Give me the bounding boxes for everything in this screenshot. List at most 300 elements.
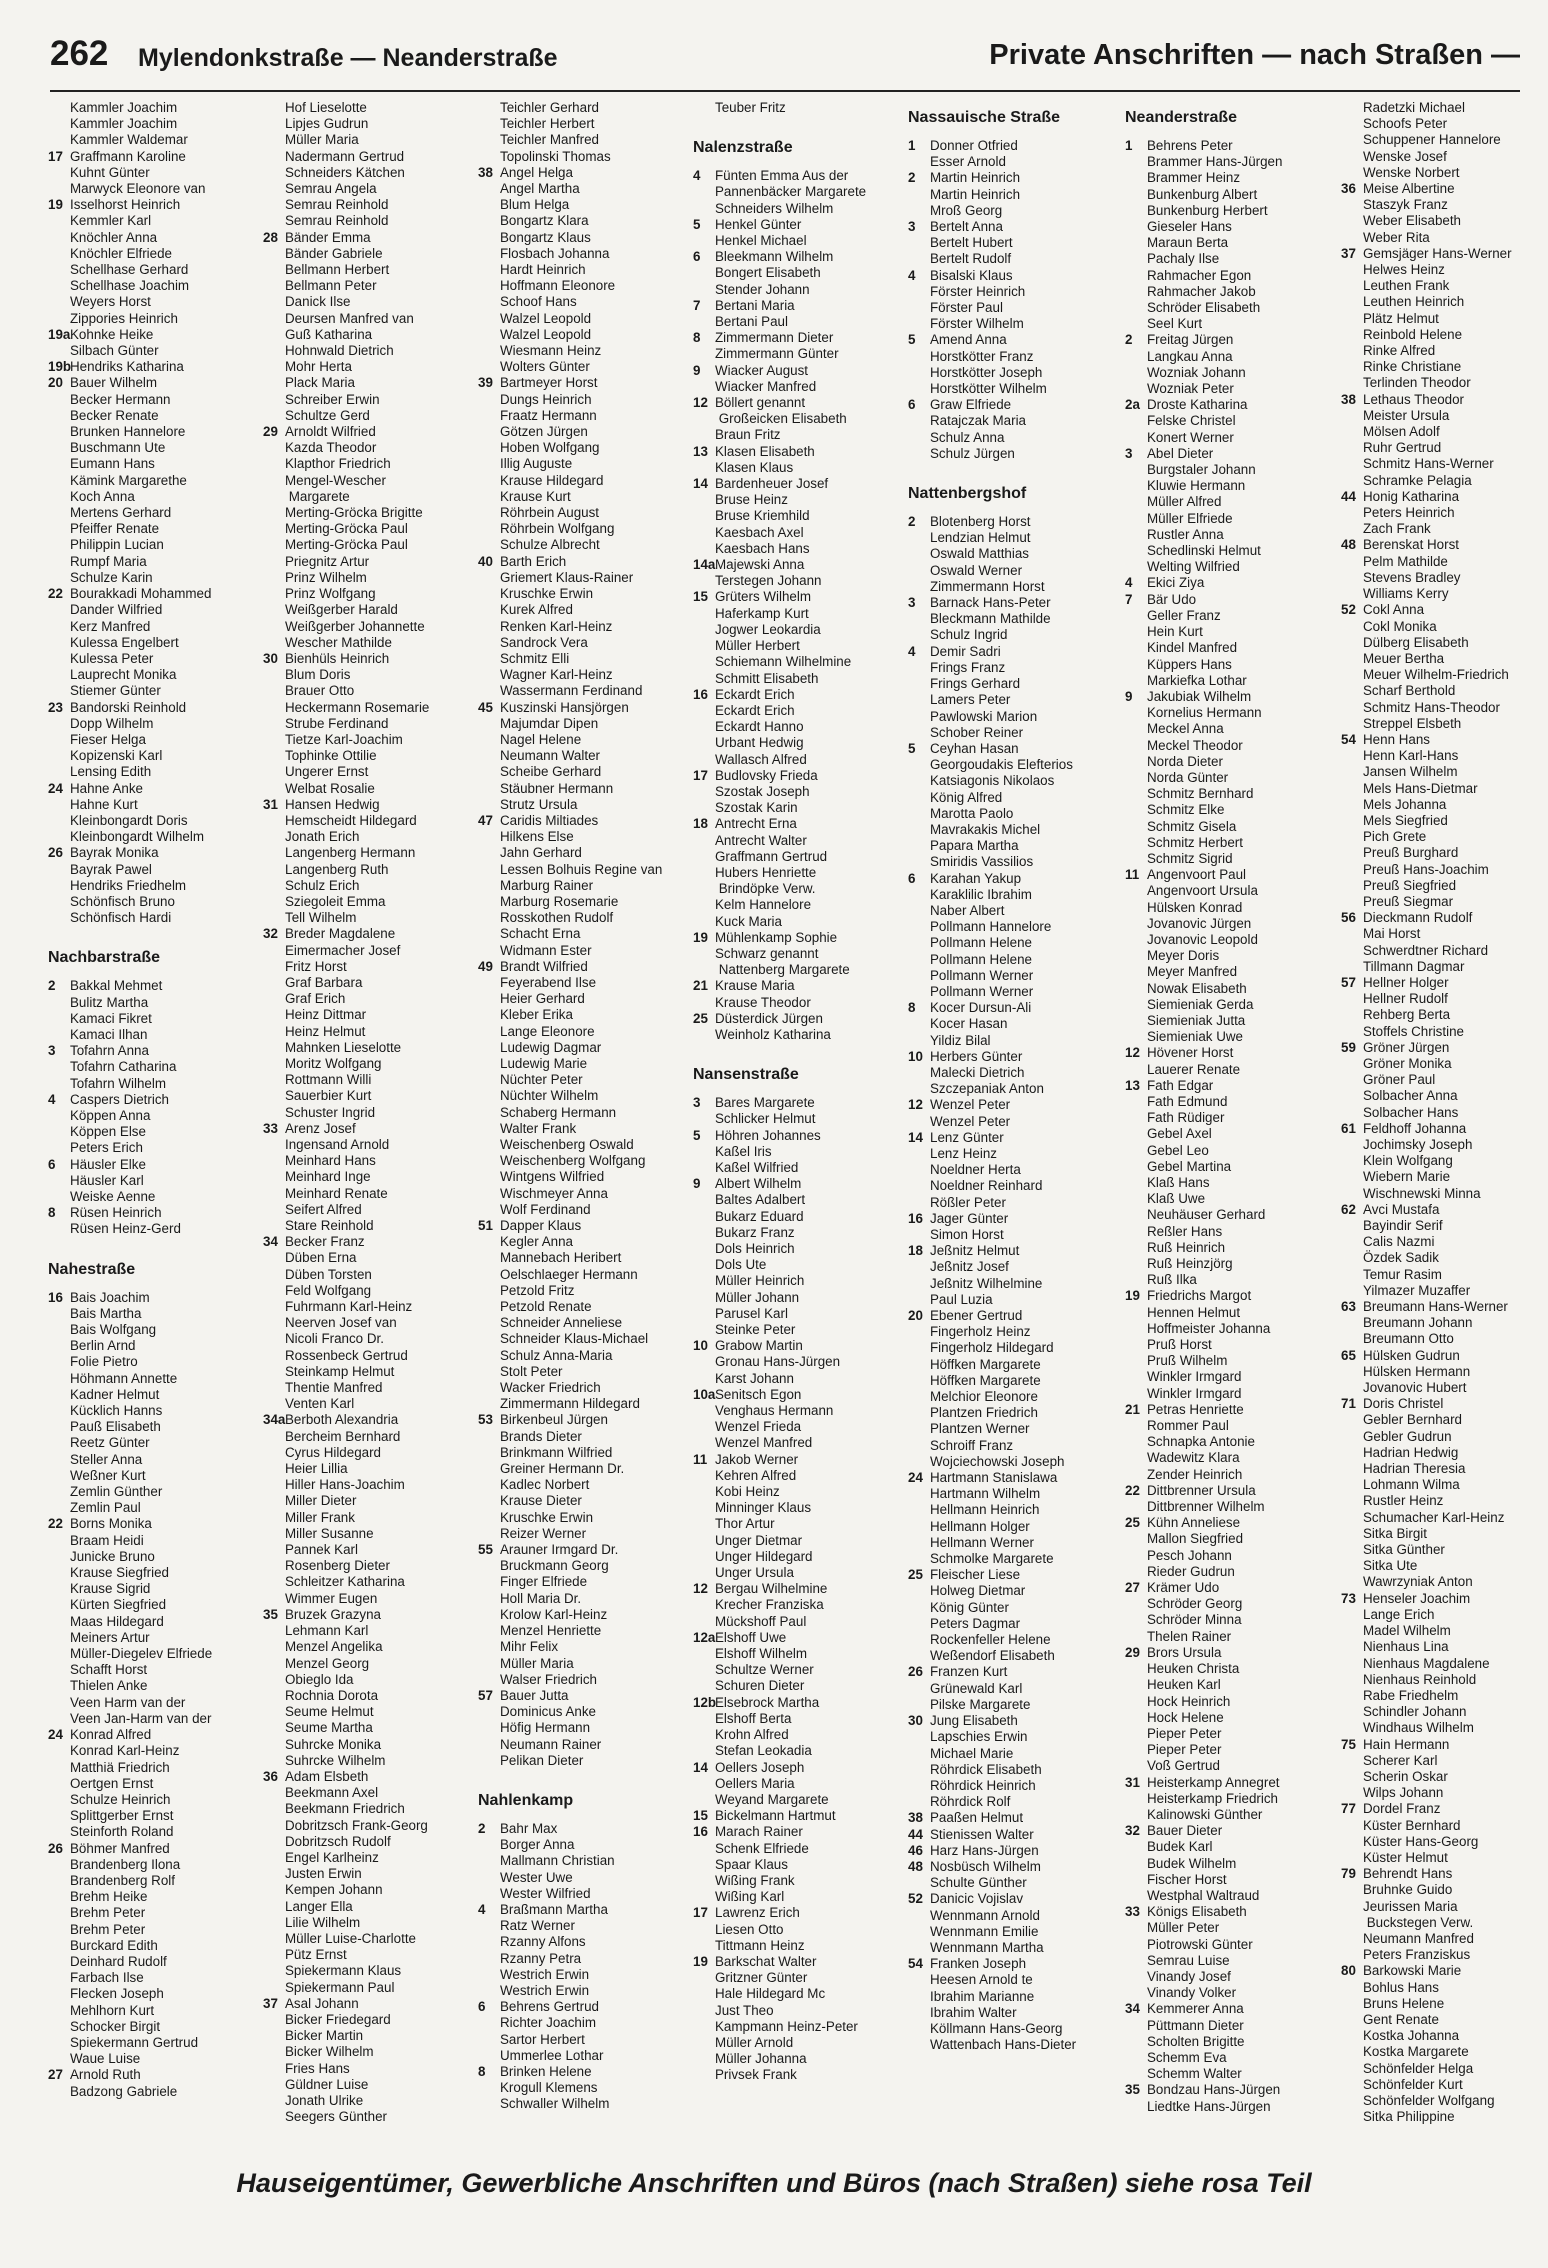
resident-name: Ratz Werner xyxy=(500,1918,575,1934)
resident-name: Wenzel Peter xyxy=(930,1113,1011,1129)
resident-entry xyxy=(478,456,688,472)
resident-name: Mohr Herta xyxy=(285,359,352,375)
resident-name: Hiller Hans-Joachim xyxy=(285,1477,405,1493)
resident-name: Kleinbongardt Wilhelm xyxy=(70,829,204,845)
resident-entry xyxy=(1125,721,1335,737)
resident-entry xyxy=(48,878,253,894)
house-number: 6 xyxy=(478,1999,486,2015)
resident-entry xyxy=(693,1792,903,1808)
resident-name: Teuber Fritz xyxy=(715,100,786,115)
resident-name: Bardenheuer Josef xyxy=(715,476,829,492)
resident-name: Krause Kurt xyxy=(500,488,571,504)
house-number: 73 xyxy=(1341,1590,1356,1606)
resident-entry xyxy=(1125,1985,1335,2001)
resident-entry xyxy=(48,1322,253,1338)
resident-entry xyxy=(48,1873,253,1889)
resident-name: Hock Helene xyxy=(1147,1709,1224,1725)
resident-name: Dittbrenner Ursula xyxy=(1147,1482,1256,1498)
house-number: 5 xyxy=(908,740,916,756)
resident-entry xyxy=(263,829,473,845)
resident-name: Farbach Ilse xyxy=(70,1970,144,1986)
resident-entry xyxy=(1341,1396,1521,1412)
resident-entry xyxy=(908,1616,1118,1632)
resident-entry xyxy=(1341,1072,1521,1088)
resident-name: Meckel Anna xyxy=(1147,721,1224,737)
resident-entry xyxy=(48,1092,253,1108)
resident-entry xyxy=(693,1938,903,1954)
resident-entry xyxy=(1125,754,1335,770)
resident-entry xyxy=(693,1824,903,1840)
resident-name: Henkel Günter xyxy=(715,216,802,232)
resident-name: Lendzian Helmut xyxy=(930,530,1031,546)
resident-name: Schemm Eva xyxy=(1147,2049,1227,2065)
resident-entry xyxy=(1125,657,1335,673)
resident-entry xyxy=(1125,494,1335,510)
resident-name: Meinhard Hans xyxy=(285,1153,376,1169)
house-number: 2a xyxy=(1125,397,1140,413)
house-number: 15 xyxy=(693,589,708,605)
resident-entry xyxy=(1341,910,1521,926)
house-number: 9 xyxy=(693,1176,701,1192)
resident-name: Fingerholz Hildegard xyxy=(930,1340,1054,1356)
resident-entry xyxy=(693,703,903,719)
resident-entry xyxy=(693,411,903,427)
resident-name: Weißgerber Harald xyxy=(285,602,398,618)
resident-entry xyxy=(1341,1818,1521,1834)
house-number: 7 xyxy=(1125,591,1133,607)
resident-entry xyxy=(908,838,1118,854)
resident-name: Topolinski Thomas xyxy=(500,148,611,164)
resident-entry xyxy=(1125,1029,1335,1045)
resident-name: Püttmann Dieter xyxy=(1147,2017,1244,2033)
resident-entry xyxy=(263,926,473,942)
resident-entry xyxy=(48,1970,253,1986)
resident-entry xyxy=(693,1419,903,1435)
resident-name: Temur Rasim xyxy=(1363,1266,1442,1282)
resident-name: Schedlinski Helmut xyxy=(1147,543,1261,559)
resident-name: Cokl Anna xyxy=(1363,602,1425,618)
resident-entry xyxy=(478,149,688,165)
resident-name: Braam Heidi xyxy=(70,1532,144,1548)
resident-name: Wacker Friedrich xyxy=(500,1380,601,1396)
resident-entry xyxy=(693,1435,903,1451)
resident-entry xyxy=(1341,570,1521,586)
directory-column-4 xyxy=(693,100,903,2140)
resident-entry xyxy=(263,894,473,910)
resident-entry xyxy=(478,2080,688,2096)
resident-entry xyxy=(693,1986,903,2002)
resident-name: Kühn Anneliese xyxy=(1147,1515,1241,1531)
resident-name: Just Theo xyxy=(715,2002,774,2018)
resident-entry xyxy=(1341,602,1521,618)
resident-name: Lange Erich xyxy=(1363,1606,1435,1622)
resident-entry xyxy=(1341,1429,1521,1445)
resident-name: Tell Wilhelm xyxy=(285,910,357,926)
resident-name: Gronau Hans-Jürgen xyxy=(715,1354,841,1370)
resident-entry xyxy=(1341,1040,1521,1056)
resident-entry xyxy=(478,1137,688,1153)
house-number: 2 xyxy=(478,1820,486,1836)
resident-entry xyxy=(478,1121,688,1137)
resident-entry xyxy=(1125,1742,1335,1758)
house-number: 57 xyxy=(478,1687,493,1703)
resident-entry xyxy=(1125,1823,1335,1839)
resident-entry xyxy=(48,1695,253,1711)
resident-name: Antrecht Erna xyxy=(715,816,797,832)
resident-entry xyxy=(1341,667,1521,683)
resident-entry xyxy=(908,284,1118,300)
resident-entry xyxy=(263,2109,473,2125)
resident-entry xyxy=(263,1753,473,1769)
resident-entry xyxy=(1125,332,1335,348)
resident-name: Lamers Peter xyxy=(930,692,1011,708)
house-number: 17 xyxy=(693,767,708,783)
resident-name: Meister Ursula xyxy=(1363,407,1450,423)
house-number: 24 xyxy=(48,780,63,796)
resident-name: Meuer Bertha xyxy=(1363,650,1445,666)
resident-name: Gebler Gudrun xyxy=(1363,1428,1452,1444)
house-number: 3 xyxy=(1125,445,1133,461)
resident-name: Schwaller Wilhelm xyxy=(500,2096,610,2112)
resident-entry xyxy=(263,1996,473,2012)
resident-name: Ruß Heinrich xyxy=(1147,1239,1226,1255)
resident-name: Westrich Erwin xyxy=(500,1982,590,1998)
resident-name: Gent Renate xyxy=(1363,2011,1439,2027)
resident-name: Avci Mustafa xyxy=(1363,1201,1440,1217)
resident-name: Bayrak Pawel xyxy=(70,861,152,877)
resident-name: Leuthen Heinrich xyxy=(1363,294,1465,310)
house-number: 21 xyxy=(1125,1401,1140,1417)
resident-name: Ibrahim Marianne xyxy=(930,1988,1035,2004)
house-number: 6 xyxy=(48,1156,56,1172)
resident-entry xyxy=(693,314,903,330)
resident-entry xyxy=(1125,300,1335,316)
resident-name: Kornelius Hermann xyxy=(1147,705,1262,721)
resident-entry xyxy=(1125,575,1335,591)
resident-entry xyxy=(263,862,473,878)
resident-name: Rahmacher Jakob xyxy=(1147,283,1256,299)
resident-name: Knöchler Anna xyxy=(70,229,158,245)
resident-name: Wintgens Wilfried xyxy=(500,1169,605,1185)
resident-entry xyxy=(1125,1580,1335,1596)
resident-name: Tillmann Dagmar xyxy=(1363,958,1465,974)
resident-name: Ruhr Gertrud xyxy=(1363,440,1442,456)
resident-entry xyxy=(48,910,253,926)
resident-name: Grüters Wilhelm xyxy=(715,589,811,605)
resident-name: Georgoudakis Elefterios xyxy=(930,757,1073,773)
resident-name: Majewski Anna xyxy=(715,557,805,573)
resident-entry xyxy=(48,619,253,635)
resident-name: Hahne Kurt xyxy=(70,796,138,812)
resident-name: Jovanovic Hubert xyxy=(1363,1380,1467,1396)
resident-entry xyxy=(263,813,473,829)
resident-entry xyxy=(908,1178,1118,1194)
resident-name: Kocer Dursun-Ali xyxy=(930,1000,1032,1016)
resident-entry xyxy=(263,505,473,521)
resident-name: Wallasch Alfred xyxy=(715,751,807,767)
resident-name: Folie Pietro xyxy=(70,1354,138,1370)
resident-name: Yilmazer Muzaffer xyxy=(1363,1282,1471,1298)
resident-name: Winkler Irmgard xyxy=(1147,1385,1242,1401)
resident-entry xyxy=(1341,1801,1521,1817)
house-number: 25 xyxy=(1125,1515,1140,1531)
resident-name: Solbacher Anna xyxy=(1363,1088,1458,1104)
house-number: 4 xyxy=(48,1091,56,1107)
resident-name: Unger Hildegard xyxy=(715,1548,813,1564)
resident-entry xyxy=(908,530,1118,546)
footer-note: Hauseigentümer, Gewerbliche Anschriften und Büros (nach Straßen) siehe rosa Teil xyxy=(236,2168,1312,2198)
resident-entry xyxy=(263,213,473,229)
resident-entry xyxy=(48,748,253,764)
resident-entry xyxy=(1341,1056,1521,1072)
resident-entry xyxy=(1125,1305,1335,1321)
resident-entry xyxy=(1341,1882,1521,1898)
resident-name: Lohmann Wilma xyxy=(1363,1477,1460,1493)
resident-name: Splittgerber Ernst xyxy=(70,1808,174,1824)
house-number: 11 xyxy=(693,1451,708,1467)
resident-entry xyxy=(1125,2099,1335,2115)
resident-entry xyxy=(263,1121,473,1137)
resident-name: Dapper Klaus xyxy=(500,1218,582,1234)
resident-entry xyxy=(48,246,253,262)
resident-entry xyxy=(48,1889,253,1905)
directory-column-6 xyxy=(1125,100,1335,2140)
resident-entry xyxy=(908,1519,1118,1535)
house-number: 57 xyxy=(1341,974,1356,990)
directory-column-1 xyxy=(48,100,253,2140)
resident-name: Siemieniak Uwe xyxy=(1147,1029,1244,1045)
resident-entry xyxy=(478,586,688,602)
resident-entry xyxy=(1341,1850,1521,1866)
resident-name: Angenvoort Paul xyxy=(1147,867,1247,883)
resident-entry xyxy=(1341,1558,1521,1574)
resident-entry xyxy=(263,197,473,213)
resident-entry xyxy=(1341,1477,1521,1493)
house-number: 12b xyxy=(693,1694,717,1710)
resident-name: Götzen Jürgen xyxy=(500,424,588,440)
resident-name: Kostka Johanna xyxy=(1363,2028,1460,2044)
resident-name: Semrau Reinhold xyxy=(285,197,389,213)
resident-entry xyxy=(263,1866,473,1882)
resident-name: Özdek Sadik xyxy=(1363,1250,1439,1266)
resident-name: Asal Johann xyxy=(285,1995,359,2011)
resident-entry xyxy=(693,752,903,768)
resident-entry xyxy=(908,138,1118,154)
resident-name: Breumann Johann xyxy=(1363,1315,1473,1331)
resident-entry xyxy=(693,1630,903,1646)
resident-entry xyxy=(1125,1515,1335,1531)
resident-entry xyxy=(263,100,473,116)
resident-entry xyxy=(1341,781,1521,797)
resident-entry xyxy=(1125,1191,1335,1207)
resident-entry xyxy=(1125,802,1335,818)
house-number: 46 xyxy=(908,1842,923,1858)
resident-name: Bauer Jutta xyxy=(500,1687,569,1703)
resident-entry xyxy=(478,489,688,505)
resident-name: Schreiber Erwin xyxy=(285,391,380,407)
resident-name: Kaßel Wilfried xyxy=(715,1159,799,1175)
resident-entry xyxy=(1341,1105,1521,1121)
resident-name: Gieseler Hans xyxy=(1147,219,1232,235)
resident-name: Eckardt Hanno xyxy=(715,719,804,735)
resident-entry xyxy=(478,375,688,391)
resident-name: Birkenbeul Jürgen xyxy=(500,1412,608,1428)
resident-entry xyxy=(693,1322,903,1338)
resident-entry xyxy=(478,1445,688,1461)
resident-entry xyxy=(693,1841,903,1857)
resident-entry xyxy=(478,1202,688,1218)
resident-name: Strutz Ursula xyxy=(500,796,578,812)
resident-entry xyxy=(1341,1137,1521,1153)
resident-entry xyxy=(1341,1931,1521,1947)
resident-entry xyxy=(1341,1607,1521,1623)
house-number: 12 xyxy=(693,395,708,411)
resident-entry xyxy=(48,132,253,148)
resident-entry xyxy=(478,1007,688,1023)
resident-entry xyxy=(263,1607,473,1623)
resident-entry xyxy=(1125,430,1335,446)
resident-name: Kluwie Hermann xyxy=(1147,478,1246,494)
resident-entry xyxy=(693,427,903,443)
resident-name: Bandorski Reinhold xyxy=(70,699,187,715)
resident-name: Rzanny Alfons xyxy=(500,1934,586,1950)
resident-entry xyxy=(478,1250,688,1266)
resident-entry xyxy=(908,660,1118,676)
resident-entry xyxy=(478,408,688,424)
resident-entry xyxy=(1341,748,1521,764)
resident-entry xyxy=(478,700,688,716)
resident-name: Schönfelder Kurt xyxy=(1363,2076,1463,2092)
resident-name: Peters Heinrich xyxy=(1363,505,1455,521)
resident-name: Bär Udo xyxy=(1147,591,1197,607)
resident-entry xyxy=(1125,381,1335,397)
resident-entry xyxy=(908,2021,1118,2037)
resident-name: Schulz Anna xyxy=(930,429,1005,445)
resident-entry xyxy=(1125,1337,1335,1353)
house-number: 5 xyxy=(693,216,701,232)
page-header xyxy=(50,30,1520,88)
resident-entry xyxy=(48,1452,253,1468)
resident-entry xyxy=(48,1954,253,1970)
resident-entry xyxy=(263,489,473,505)
resident-entry xyxy=(1341,456,1521,472)
house-number: 8 xyxy=(693,330,701,346)
resident-entry xyxy=(693,1889,903,1905)
resident-entry xyxy=(1341,1947,1521,1963)
resident-entry xyxy=(1341,375,1521,391)
resident-name: Arnold Ruth xyxy=(70,2067,141,2083)
resident-entry xyxy=(263,132,473,148)
resident-entry xyxy=(1125,511,1335,527)
resident-entry xyxy=(478,1267,688,1283)
resident-entry xyxy=(263,1623,473,1639)
resident-name: Bais Martha xyxy=(70,1305,142,1321)
resident-name: Fath Edgar xyxy=(1147,1077,1214,1093)
resident-name: Rinke Alfred xyxy=(1363,343,1436,359)
resident-name: Venten Karl xyxy=(285,1396,355,1412)
resident-entry xyxy=(1125,948,1335,964)
resident-entry xyxy=(48,1760,253,1776)
resident-entry xyxy=(478,1672,688,1688)
resident-name: Hale Hildegard Mc xyxy=(715,1986,826,2002)
resident-name: Pelm Mathilde xyxy=(1363,553,1448,569)
resident-name: Lipjes Gudrun xyxy=(285,116,369,132)
resident-name: Krause Dieter xyxy=(500,1493,582,1509)
resident-entry xyxy=(1341,764,1521,780)
resident-entry xyxy=(263,651,473,667)
resident-entry xyxy=(48,359,253,375)
resident-entry xyxy=(478,813,688,829)
resident-entry xyxy=(263,1234,473,1250)
resident-entry xyxy=(908,952,1118,968)
resident-name: Harz Hans-Jürgen xyxy=(930,1842,1039,1858)
resident-entry xyxy=(1341,1169,1521,1185)
resident-name: Mertens Gerhard xyxy=(70,505,172,521)
resident-entry xyxy=(263,327,473,343)
house-number: 56 xyxy=(1341,910,1356,926)
resident-name: Schneiders Wilhelm xyxy=(715,200,834,216)
resident-name: Zimmermann Horst xyxy=(930,578,1045,594)
resident-entry xyxy=(1125,1110,1335,1126)
resident-entry xyxy=(478,667,688,683)
resident-entry xyxy=(908,381,1118,397)
resident-entry xyxy=(693,233,903,249)
resident-name: Ceyhan Hasan xyxy=(930,740,1019,756)
resident-entry xyxy=(693,217,903,233)
resident-entry xyxy=(1341,262,1521,278)
resident-name: Bahr Max xyxy=(500,1820,558,1836)
resident-entry xyxy=(693,1354,903,1370)
resident-name: Plätz Helmut xyxy=(1363,310,1439,326)
resident-name: Schnapka Antonie xyxy=(1147,1434,1255,1450)
resident-entry xyxy=(1341,926,1521,942)
resident-name: Heier Lillia xyxy=(285,1461,348,1477)
resident-name: Tofahrn Wilhelm xyxy=(70,1075,166,1091)
resident-entry xyxy=(1341,959,1521,975)
resident-entry xyxy=(693,1760,903,1776)
resident-entry xyxy=(908,676,1118,692)
resident-entry xyxy=(1341,586,1521,602)
resident-entry xyxy=(693,654,903,670)
resident-name: Kleber Erika xyxy=(500,1007,573,1023)
street-heading: Nahestraße xyxy=(48,1260,136,1278)
resident-name: Piotrowski Günter xyxy=(1147,1936,1253,1952)
resident-entry xyxy=(48,440,253,456)
resident-name: Weyers Horst xyxy=(70,294,151,310)
resident-name: Fritz Horst xyxy=(285,958,347,974)
resident-entry xyxy=(48,2067,253,2083)
resident-name: Marburg Rainer xyxy=(500,877,594,893)
resident-entry xyxy=(48,978,253,994)
house-number: 80 xyxy=(1341,1963,1356,1979)
resident-name: Priegnitz Artur xyxy=(285,553,370,569)
resident-name: Neumann Walter xyxy=(500,748,600,764)
resident-name: Demir Sadri xyxy=(930,643,1001,659)
resident-name: Oellers Joseph xyxy=(715,1759,805,1775)
resident-name: Wescher Mathilde xyxy=(285,634,392,650)
resident-entry xyxy=(693,1808,903,1824)
resident-entry xyxy=(48,845,253,861)
house-number: 13 xyxy=(1125,1077,1140,1093)
resident-name: Lessen Bolhuis Regine van xyxy=(500,861,663,877)
resident-name: Smiridis Vassilios xyxy=(930,854,1034,870)
resident-name: Pilske Margarete xyxy=(930,1696,1031,1712)
resident-entry xyxy=(693,1403,903,1419)
resident-entry xyxy=(908,2005,1118,2021)
directory-column-2 xyxy=(263,100,473,2140)
resident-entry xyxy=(48,700,253,716)
resident-name: Brands Dieter xyxy=(500,1428,582,1444)
